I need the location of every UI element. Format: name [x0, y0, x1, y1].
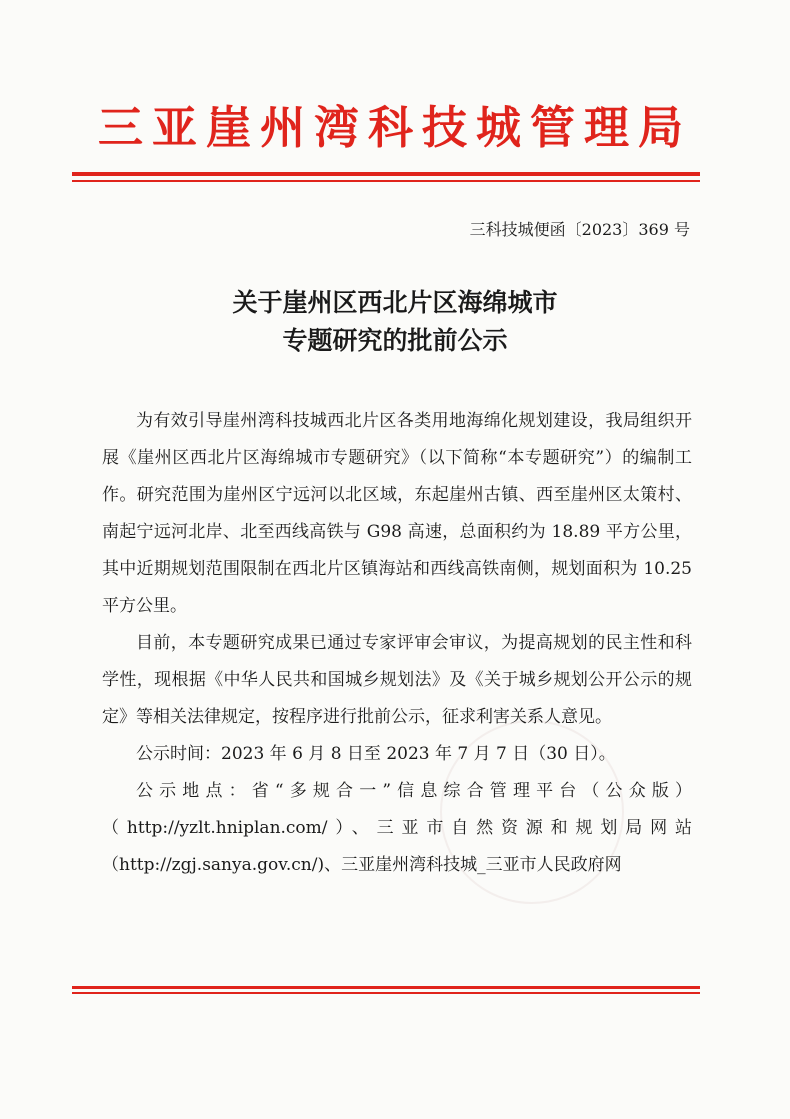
paragraph-period: 公示时间：2023 年 6 月 8 日至 2023 年 7 月 7 日（30 日）。 — [136, 744, 616, 764]
document-title — [0, 284, 790, 360]
document-number: 三科技城便函〔2023〕369 号 — [469, 220, 690, 239]
footer-rule-thick — [72, 986, 700, 989]
letterhead-rule-thin — [72, 180, 700, 182]
paragraph-purpose: 为有效引导崖州湾科技城西北片区各类用地海绵化规划建设，我局组织开展《崖州区西北片区海绵城市专题研究》（以下简称“本专题研究”）的编制工作。研究范围为崖州区宁远河以北区域，东起崖州古镇、西至崖州区太策村、南起宁远河北岸、北至西线高铁与 G98 高速，总面积约为 18.89 平方公里，其中近期规划范围限制在西北片区镇海站和西线高铁南侧，规划面积为 10.25 平方公里。 — [102, 411, 692, 616]
paragraph-review: 目前，本专题研究成果已通过专家评审会审议，为提高规划的民主性和科学性，现根据《中华人民共和国城乡规划法》及《关于城乡规划公开公示的规定》等相关法律规定，按程序进行批前公示，征求利害关系人意见。 — [102, 633, 692, 727]
letterhead-rule-thick — [72, 172, 700, 176]
document-body — [102, 403, 692, 884]
footer-rule-thin — [72, 992, 700, 994]
title-line-1: 关于崖州区西北片区海绵城市 — [232, 288, 558, 317]
paragraph-location: 公示地点：省“多规合一”信息综合管理平台（公众版）（http://yzlt.hniplan.com/）、三亚市自然资源和规划局网站（http://zgj.sanya.gov.cn/)、三亚崖州湾科技城_三亚市人民政府网 — [102, 781, 692, 875]
title-line-2: 专题研究的批前公示 — [282, 326, 508, 355]
agency-letterhead: 三亚崖州湾科技城管理局 — [97, 101, 692, 154]
